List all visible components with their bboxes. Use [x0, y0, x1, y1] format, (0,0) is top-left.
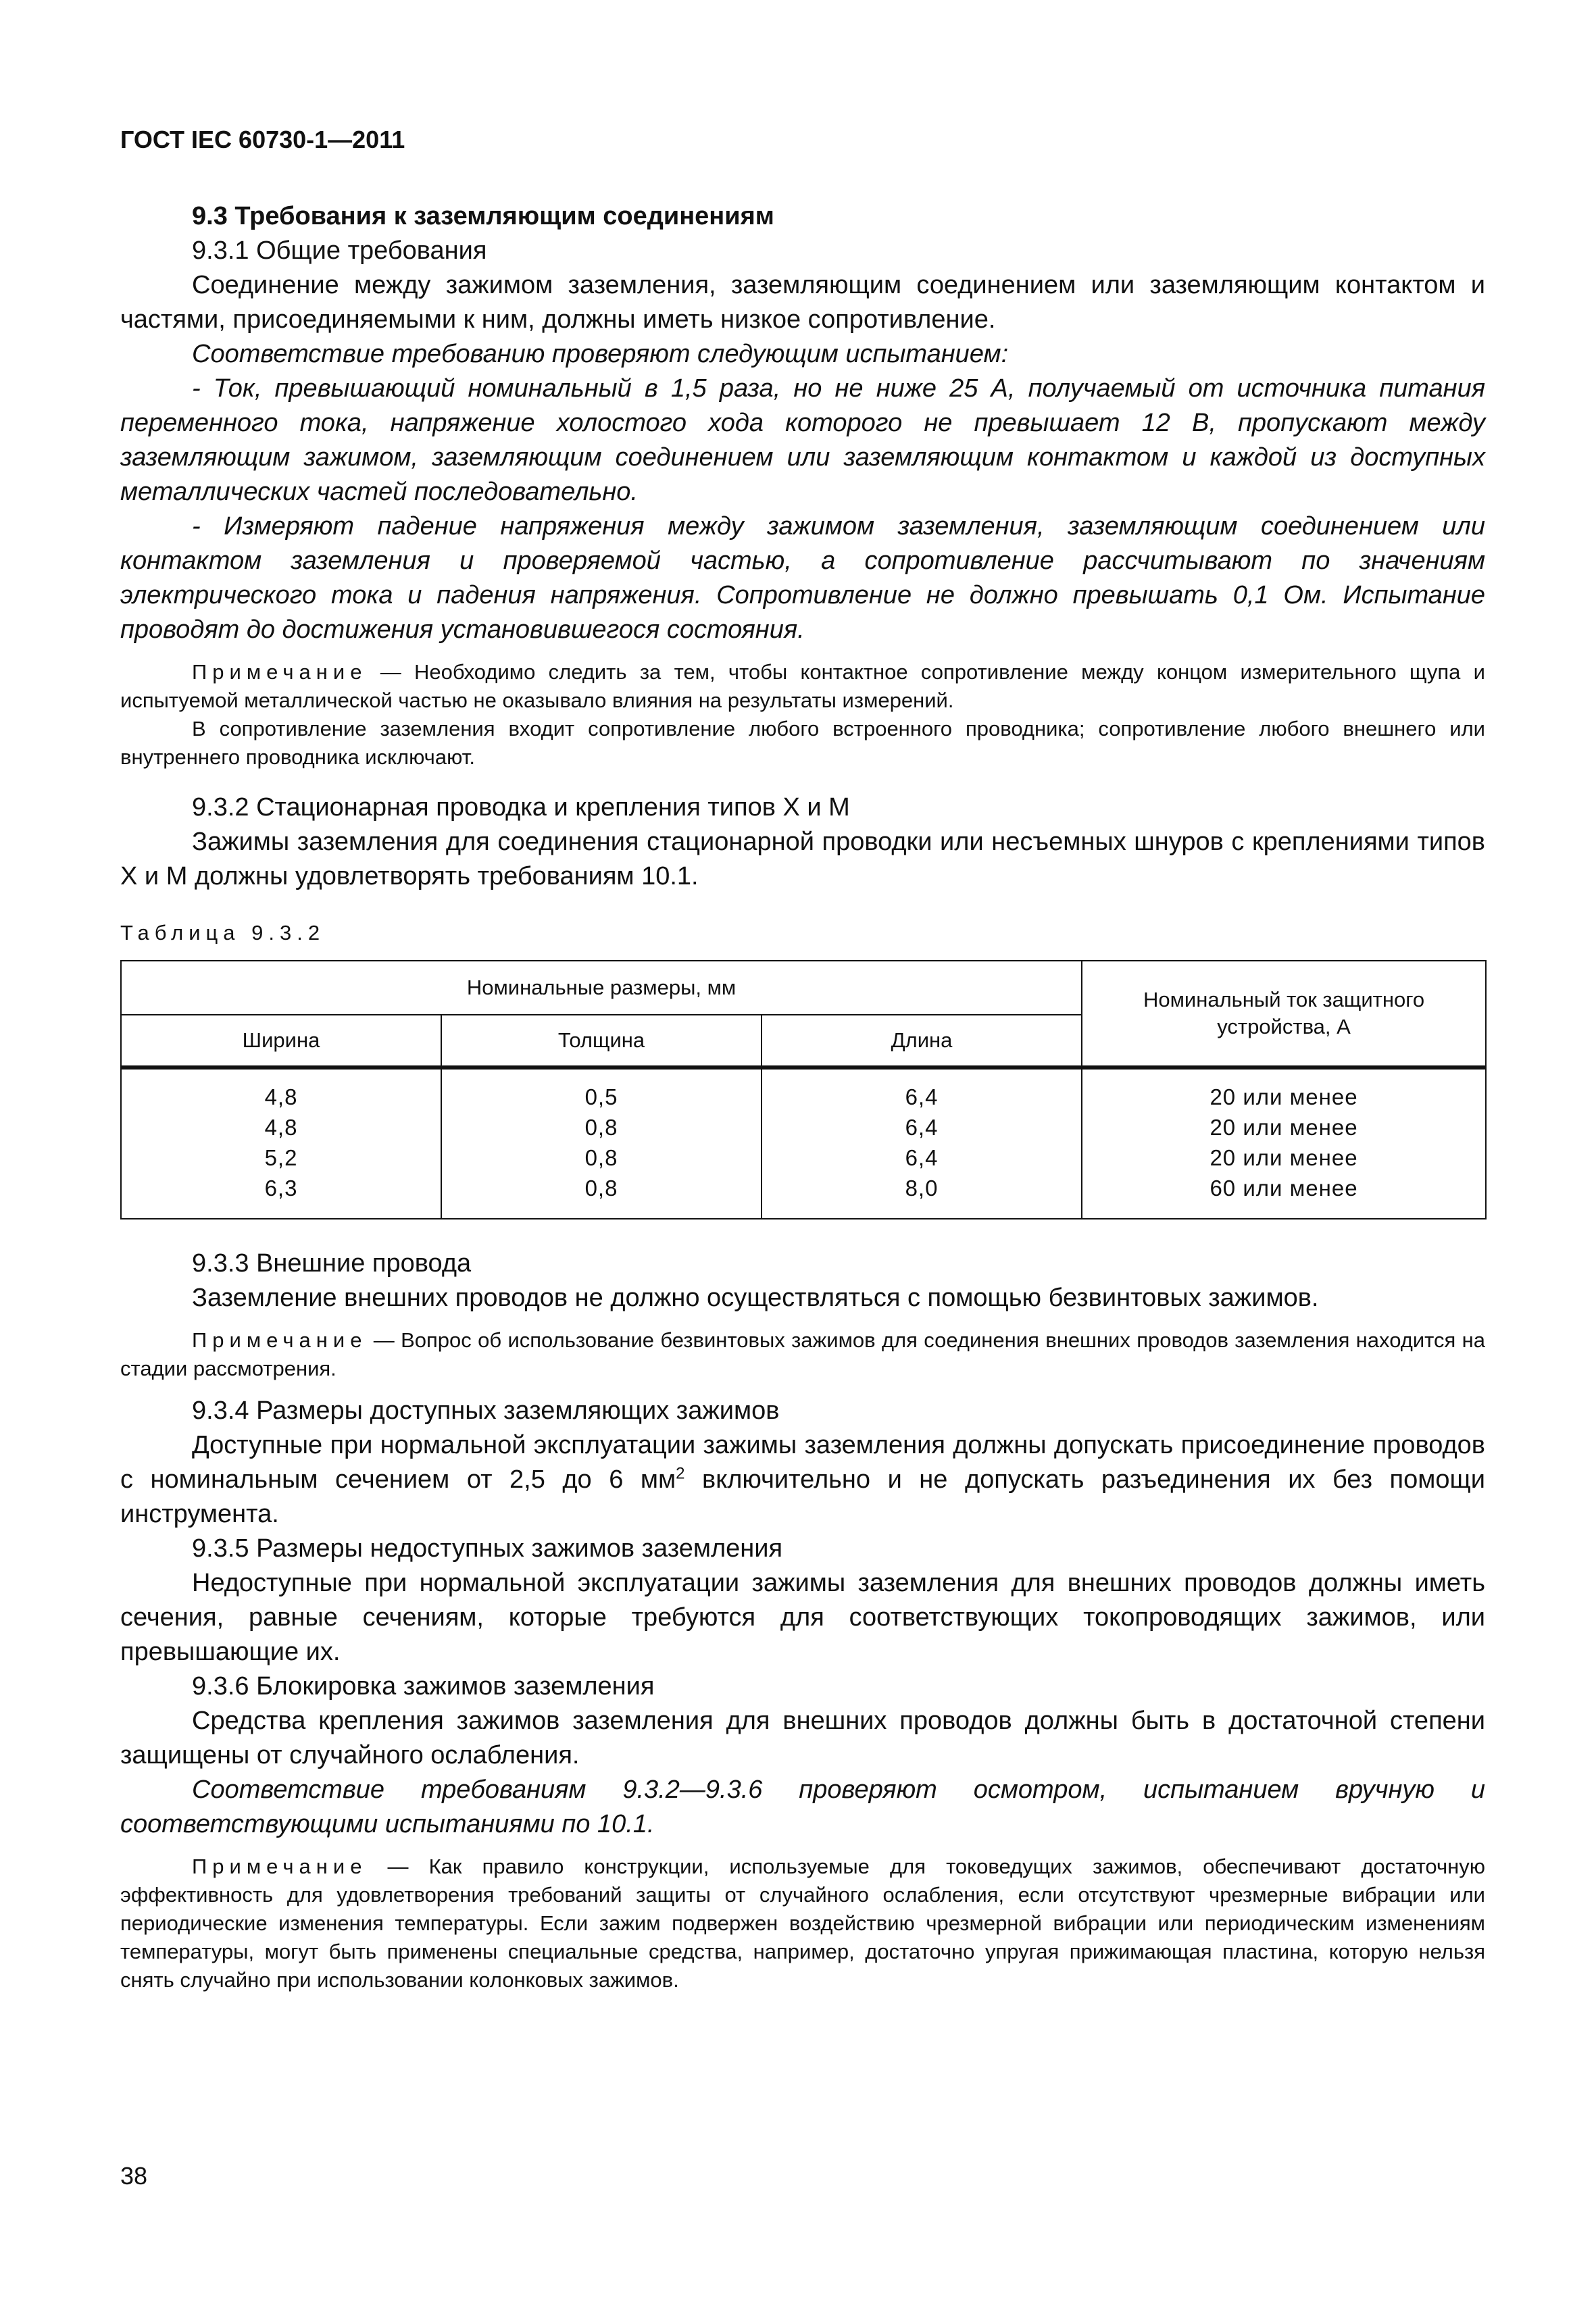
table-cell: 0,8	[584, 1176, 618, 1201]
section-title-9-3: 9.3 Требования к заземляющим соединениям	[192, 202, 774, 230]
table-cell: 20 или менее	[1210, 1084, 1358, 1109]
spacer	[120, 1315, 1485, 1326]
column-length-values	[762, 1067, 1082, 1219]
page-body	[120, 199, 1485, 1994]
table-cell: 0,8	[584, 1115, 618, 1140]
paragraph-accessible-terminals	[120, 1428, 1485, 1532]
table-cell: 0,5	[584, 1084, 618, 1109]
header-length: Длина	[762, 1015, 1082, 1067]
text-part: включительно и не допускать разъединения их без помощи инструмента.	[120, 1465, 1485, 1528]
table-cell: 20 или менее	[1210, 1115, 1358, 1140]
table-caption: Таблица 9.3.2	[120, 921, 326, 945]
note-ground-resistance: В сопротивление заземления входит сопротивление любого встроенного проводника; сопротивление любого внешнего или внутреннего проводника исключают.	[120, 717, 1485, 769]
dimensions-table	[120, 960, 1487, 1219]
subsection-title-9-3-4: 9.3.4 Размеры доступных заземляющих зажимов	[192, 1397, 780, 1425]
table-cell: 6,4	[905, 1115, 939, 1140]
text-part: Доступные при нормальной эксплуатации зажимы заземления должны допускать присоединение проводов с номинальным сечением от 2,5 до 6 мм	[120, 1431, 1485, 1494]
table-cell: 60 или менее	[1210, 1176, 1358, 1201]
spacer	[120, 894, 1485, 921]
header-nominal-current: Номинальный ток защитного устройства, А	[1082, 961, 1486, 1067]
note-label: Примечание	[192, 660, 368, 684]
note-label: Примечание	[192, 1855, 368, 1878]
column-width-values	[121, 1067, 441, 1219]
table-cell: 20 или менее	[1210, 1145, 1358, 1170]
paragraph-external-wires: Заземление внешних проводов не должно осуществляться с помощью безвинтовых зажимов.	[192, 1284, 1319, 1312]
note-construction	[120, 1853, 1485, 1994]
table-cell: 6,4	[905, 1084, 939, 1109]
subsection-title-9-3-1: 9.3.1 Общие требования	[192, 236, 487, 265]
spacer	[120, 1383, 1485, 1394]
table-cell: 4,8	[264, 1084, 298, 1109]
note-text: — Как правило конструкции, используемые для токоведущих зажимов, обеспечивают достаточную эффективность для удовлетворения требований защиты от случайного ослабления, если отсутствуют чрезмерные вибрации или периодические изменения температуры. Если зажим подвержен воздействию чрезмерной вибрации или периодическим изменениям температуры, могут быть применены специальные средства, например, достаточно упругая прижимающая пластина, которую нельзя снять случайно при использовании колонковых зажимов.	[120, 1855, 1485, 1992]
paragraph-fixed-wiring: Зажимы заземления для соединения стационарной проводки или несъемных шнуров с креплениями типов X и M должны удовлетворять требованиям 10.1.	[120, 828, 1485, 890]
paragraph-inaccessible-terminals: Недоступные при нормальной эксплуатации зажимы заземления для внешних проводов должны иметь сечения, равные сечениям, которые требуются для соответствующих токопроводящих зажимов, или превышающие их.	[120, 1569, 1485, 1666]
paragraph-compliance-9-3-2-9-3-6: Соответствие требованиям 9.3.2—9.3.6 проверяют осмотром, испытанием вручную и соответствующими испытаниями по 10.1.	[120, 1776, 1485, 1838]
subsection-title-9-3-6: 9.3.6 Блокировка зажимов заземления	[192, 1672, 655, 1701]
document-header: ГОСТ IEC 60730-1—2011	[120, 126, 405, 153]
spacer	[120, 1219, 1485, 1247]
page-number: 38	[120, 2162, 148, 2190]
paragraph-voltage-drop: - Измеряют падение напряжения между зажимом заземления, заземляющим соединением или контактом заземления и проверяемой частью, а сопротивление рассчитывают по значениям электрического тока и падения напряжения. Сопротивление не должно превышать 0,1 Ом. Испытание проводят до достижения установившегося состояния.	[120, 512, 1485, 644]
note-text: — Вопрос об использование безвинтовых зажимов для соединения внешних проводов заземления находится на стадии рассмотрения.	[120, 1328, 1485, 1380]
header-width: Ширина	[121, 1015, 441, 1067]
header-thickness: Толщина	[441, 1015, 762, 1067]
table-cell: 6,4	[905, 1145, 939, 1170]
paragraph-test-current: - Ток, превышающий номинальный в 1,5 раза, но не ниже 25 А, получаемый от источника питания переменного тока, напряжение холостого хода которого не превышает 12 В, пропускают между заземляющим зажимом, заземляющим соединением или заземляющим контактом и каждой из доступных металлических частей последовательно.	[120, 374, 1485, 506]
table-cell: 6,3	[264, 1176, 298, 1201]
subsection-title-9-3-5: 9.3.5 Размеры недоступных зажимов заземления	[192, 1534, 783, 1563]
note-contact-resistance	[120, 658, 1485, 715]
header-nominal-dimensions: Номинальные размеры, мм	[121, 961, 1082, 1015]
table-cell: 8,0	[905, 1176, 939, 1201]
paragraph-terminal-locking: Средства крепления зажимов заземления для внешних проводов должны быть в достаточной степени защищены от случайного ослабления.	[120, 1707, 1485, 1769]
paragraph-compliance-check: Соответствие требованию проверяют следующим испытанием:	[192, 340, 1009, 368]
superscript: 2	[676, 1464, 685, 1483]
note-screwless-terminals	[120, 1326, 1485, 1383]
spacer	[120, 1842, 1485, 1853]
note-text: — Необходимо следить за тем, чтобы контактное сопротивление между концом измерительного щупа и испытуемой металлической частью не оказывало влияния на результаты измерений.	[120, 660, 1485, 712]
spacer	[120, 647, 1485, 658]
subsection-title-9-3-3: 9.3.3 Внешние провода	[192, 1249, 472, 1278]
table-cell: 0,8	[584, 1145, 618, 1170]
table-cell: 4,8	[264, 1115, 298, 1140]
paragraph-low-resistance: Соединение между зажимом заземления, заземляющим соединением или заземляющим контактом и частями, присоединяемыми к ним, должны иметь низкое сопротивление.	[120, 271, 1485, 334]
column-current-values	[1082, 1067, 1486, 1219]
spacer	[120, 772, 1485, 790]
column-thickness-values	[441, 1067, 762, 1219]
table-cell: 5,2	[264, 1145, 298, 1170]
note-label: Примечание	[192, 1328, 368, 1352]
subsection-title-9-3-2: 9.3.2 Стационарная проводка и крепления типов X и M	[192, 793, 850, 822]
